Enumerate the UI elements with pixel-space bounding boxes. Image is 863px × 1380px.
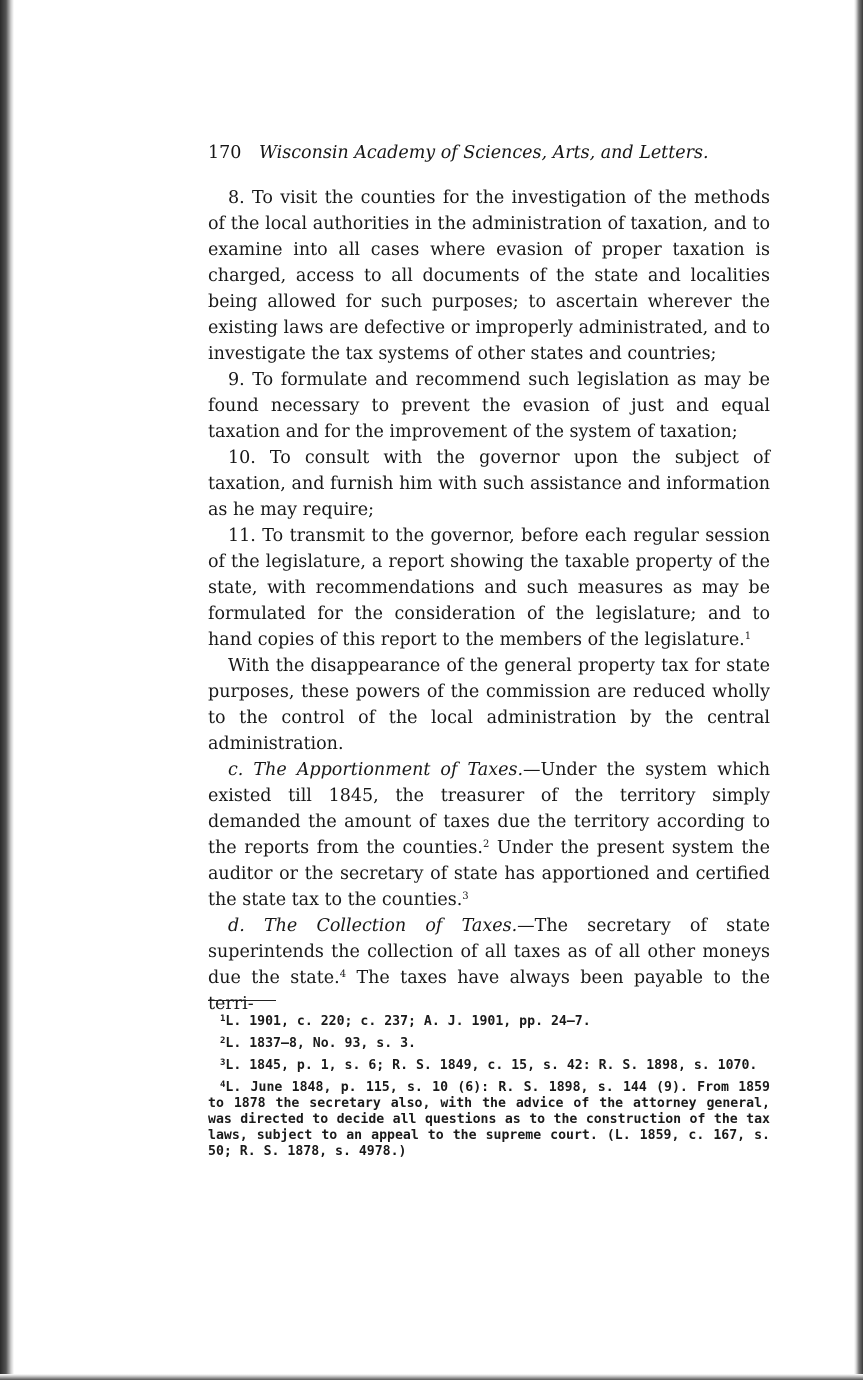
footnote-text-2: L. 1837–8, No. 93, s. 3. (225, 1036, 416, 1051)
collection-heading: d. The Collection of Taxes. (228, 916, 518, 936)
footnote-divider (208, 1000, 276, 1001)
body-text (208, 185, 770, 1017)
collection-text-b: The taxes have always been payable to the terri- (208, 968, 770, 1014)
page-number: 170 (208, 143, 242, 163)
footnote-ref-3: 3 (462, 891, 469, 902)
footnote-2 (208, 1036, 770, 1052)
apportionment-text-a: —Under the system which existed till 1845, the treasurer of the territory simply demanded the amount of taxes due the territory according to the reports from the counties. (208, 760, 771, 858)
footnote-mark-1: 1 (220, 1014, 226, 1024)
footnote-text-1: L. 1901, c. 220; c. 237; A. J. 1901, pp. 24–7. (225, 1014, 591, 1029)
footnotes (208, 1014, 770, 1166)
footnote-4 (208, 1080, 770, 1160)
footnote-text-4: L. June 1848, p. 115, s. 10 (6): R. S. 1898, s. 144 (9). From 1859 to 1878 the secretary also, with the advice of the attorney general, was directed to decide all questions as to the construction of the tax laws, subject to an appeal to the supreme court. (L. 1859, c. 167, s. 50; R. S. 1878, s. 4978.) (208, 1080, 770, 1159)
scan-page-edge-bottom (0, 1374, 863, 1380)
footnote-mark-4: 4 (220, 1080, 226, 1090)
paragraph-apportionment (208, 757, 770, 913)
paragraph-disappearance: With the disappearance of the general property tax for state purposes, these powers of the commission are reduced wholly to the control of the local administration by the central administration. (208, 656, 770, 754)
paragraph-item-11 (208, 523, 770, 653)
footnote-mark-3: 3 (220, 1058, 226, 1068)
paragraph-item-10: 10. To consult with the governor upon the subject of taxation, and furnish him with such assistance and information as he may require; (208, 448, 770, 520)
footnote-mark-2: 2 (220, 1036, 226, 1046)
paragraph-item-8: 8. To visit the counties for the investigation of the methods of the local authorities in the administration of taxation, and to examine into all cases where evasion of proper taxation is charged, access to all documents of the state and localities being allowed for such purposes; to ascertain wherever the existing laws are defective or improperly administrated, and to investigate the tax systems of other states and countries; (208, 188, 770, 364)
paragraph-collection (208, 913, 770, 1017)
footnote-ref-2: 2 (482, 839, 490, 850)
footnote-1 (208, 1014, 770, 1030)
footnote-ref-1: 1 (744, 631, 752, 642)
collection-text-a: —The secretary of state superintends the collection of all taxes as of all other moneys due the state. (208, 916, 770, 988)
paragraph-item-11-text: 11. To transmit to the governor, before each regular session of the legislature, a report showing the taxable property of the state, with recommendations and such measures as may be formulated for the consideration of the legislature; and to hand copies of this report to the members of the legislature. (208, 526, 770, 650)
apportionment-text-b: Under the present system the auditor or the secretary of state has apportioned and certified the state tax to the counties. (208, 838, 770, 910)
scan-page-edge-left (0, 0, 14, 1380)
paragraph-item-9: 9. To formulate and recommend such legislation as may be found necessary to prevent the evasion of just and equal taxation and for the improvement of the system of taxation; (208, 370, 770, 442)
journal-title: Wisconsin Academy of Sciences, Arts, and Letters. (258, 143, 709, 163)
footnote-3 (208, 1058, 770, 1074)
footnote-text-3: L. 1845, p. 1, s. 6; R. S. 1849, c. 15, s. 42: R. S. 1898, s. 1070. (225, 1058, 758, 1073)
apportionment-heading: c. The Apportionment of Taxes. (228, 760, 524, 780)
scan-page-edge-right (854, 0, 863, 1380)
running-head (208, 143, 768, 163)
footnote-ref-4: 4 (339, 969, 347, 980)
